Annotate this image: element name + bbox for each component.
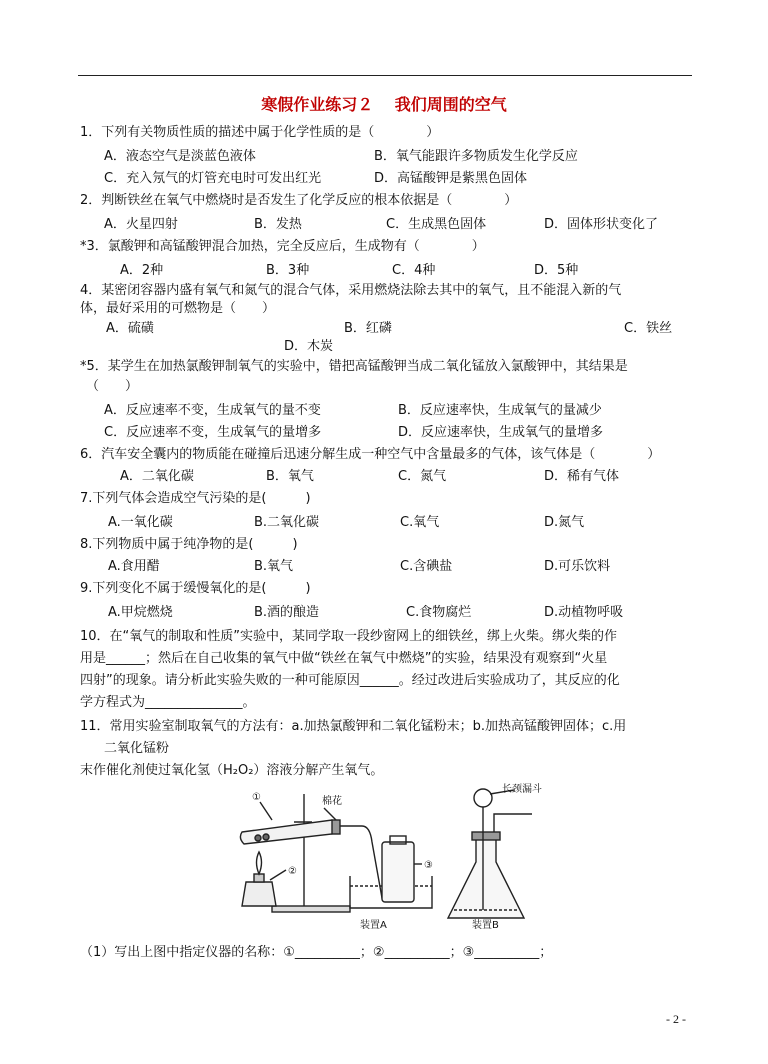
- text-line: A．火星四射: [104, 217, 178, 232]
- text-line: D.可乐饮料: [544, 559, 611, 574]
- text-line: B．发热: [254, 217, 302, 232]
- page-title: 寒假作业练习２ 我们周围的空气: [261, 95, 507, 114]
- text-line: B.酒的酿造: [254, 605, 320, 620]
- text-line: 二氧化锰粉: [104, 741, 170, 756]
- text-line: C．生成黑色固体: [386, 217, 487, 232]
- text-line: D．稀有气体: [544, 469, 620, 484]
- text-line: 7.下列气体会造成空气污染的是( ): [80, 491, 311, 506]
- stand-base: [272, 906, 350, 912]
- text-line: 末作催化剂使过氧化氢（H₂O₂）溶液分解产生氧气。: [80, 763, 384, 778]
- text-line: D.氮气: [544, 515, 585, 530]
- text-line: 11．常用实验室制取氧气的方法有：a.加热氯酸钾和二氧化锰粉末；b.加热高锰酸钾固体；c.用: [80, 719, 627, 734]
- text-line: C.食物腐烂: [406, 605, 472, 620]
- text-line: D．5种: [534, 263, 579, 278]
- text-line: A.一氧化碳: [108, 515, 173, 530]
- text-line: D．固体形状变化了: [544, 217, 659, 232]
- text-line: 用是______；然后在自己收集的氧气中做“铁丝在氧气中燃烧”的实验，结果没有观察到“火星: [80, 651, 608, 666]
- text-line: C．充入氖气的灯管充电时可发出红光: [104, 171, 322, 186]
- text-line: 10．在“氧气的制取和性质”实验中，某同学取一段纱窗网上的细铁丝，绑上火柴。绑火柴的作: [80, 629, 618, 644]
- text-line: 1．下列有关物质性质的描述中属于化学性质的是（ ）: [80, 125, 440, 140]
- collection-bottle: [382, 842, 414, 902]
- text-line: A．液态空气是淡蓝色液体: [104, 149, 256, 164]
- text-line: （1）写出上图中指定仪器的名称：①__________；②__________；③__________；: [80, 945, 553, 960]
- text-line: D．木炭: [284, 339, 334, 354]
- text-line: C.氧气: [400, 515, 440, 530]
- text-line: C.含碘盐: [400, 559, 453, 574]
- text-line: 6．汽车安全囊内的物质能在碰撞后迅速分解生成一种空气中含量最多的气体，该气体是（ ）: [80, 447, 661, 462]
- text-line: A．二氧化碳: [120, 469, 194, 484]
- text-line: B．红磷: [344, 321, 392, 336]
- text-line: 8.下列物质中属于纯净物的是( ): [80, 537, 298, 552]
- text-line: D．反应速率快，生成氧气的量增多: [398, 425, 604, 440]
- header-rule: [78, 75, 692, 76]
- text-line: B．3种: [266, 263, 310, 278]
- label-cotton: 棉花: [322, 796, 342, 807]
- label-num-3: ③: [424, 860, 433, 871]
- text-line: （ ）: [86, 379, 139, 394]
- text-line: A.食用醋: [108, 559, 160, 574]
- text-line: 9.下列变化不属于缓慢氧化的是( ): [80, 581, 311, 596]
- text-line: A．硫磺: [106, 321, 154, 336]
- text-line: B．反应速率快，生成氧气的量减少: [398, 403, 602, 418]
- label-num-2: ②: [288, 866, 297, 877]
- text-line: B.氧气: [254, 559, 294, 574]
- label-apparatus-a: 装置A: [360, 920, 387, 931]
- text-line: C．4种: [392, 263, 436, 278]
- long-neck-funnel: [474, 789, 492, 807]
- apparatus-figure: [232, 782, 542, 932]
- text-line: B．氧气: [266, 469, 314, 484]
- text-line: A．反应速率不变，生成氧气的量不变: [104, 403, 321, 418]
- text-line: C．反应速率不变，生成氧气的量增多: [104, 425, 322, 440]
- text-line: *5．某学生在加热氯酸钾制氧气的实验中，错把高锰酸钾当成二氧化锰放入氯酸钾中，其结果是: [80, 359, 628, 374]
- text-line: C．铁丝: [624, 321, 673, 336]
- alcohol-lamp: [242, 882, 276, 906]
- label-num-1: ①: [252, 792, 261, 803]
- text-line: A．2种: [120, 263, 164, 278]
- label-funnel: 长颈漏斗: [502, 784, 542, 795]
- conical-flask: [448, 838, 524, 918]
- text-line: 学方程式为_______________。: [80, 695, 256, 710]
- text-line: B.二氧化碳: [254, 515, 320, 530]
- text-line: 2．判断铁丝在氧气中燃烧时是否发生了化学反应的根本依据是（ ）: [80, 193, 518, 208]
- text-line: B．氧气能跟许多物质发生化学反应: [374, 149, 578, 164]
- text-line: A.甲烷燃烧: [108, 605, 173, 620]
- text-line: *3．氯酸钾和高锰酸钾混合加热，完全反应后，生成物有（ ）: [80, 239, 485, 254]
- text-line: D．高锰酸钾是紫黑色固体: [374, 171, 528, 186]
- page-number: - 2 -: [666, 1012, 686, 1026]
- label-apparatus-b: 装置B: [472, 920, 499, 931]
- text-line: 四射”的现象。请分析此实验失败的一种可能原因______。经过改进后实验成功了，其反应的化: [80, 673, 620, 688]
- test-tube: [240, 820, 334, 844]
- text-line: 4．某密闭容器内盛有氧气和氮气的混合气体，采用燃烧法除去其中的氧气，且不能混入新的气: [80, 283, 622, 298]
- text-line: C．氮气: [398, 469, 447, 484]
- text-line: 体，最好采用的可燃物是（ ）: [80, 301, 276, 316]
- text-line: D.动植物呼吸: [544, 605, 624, 620]
